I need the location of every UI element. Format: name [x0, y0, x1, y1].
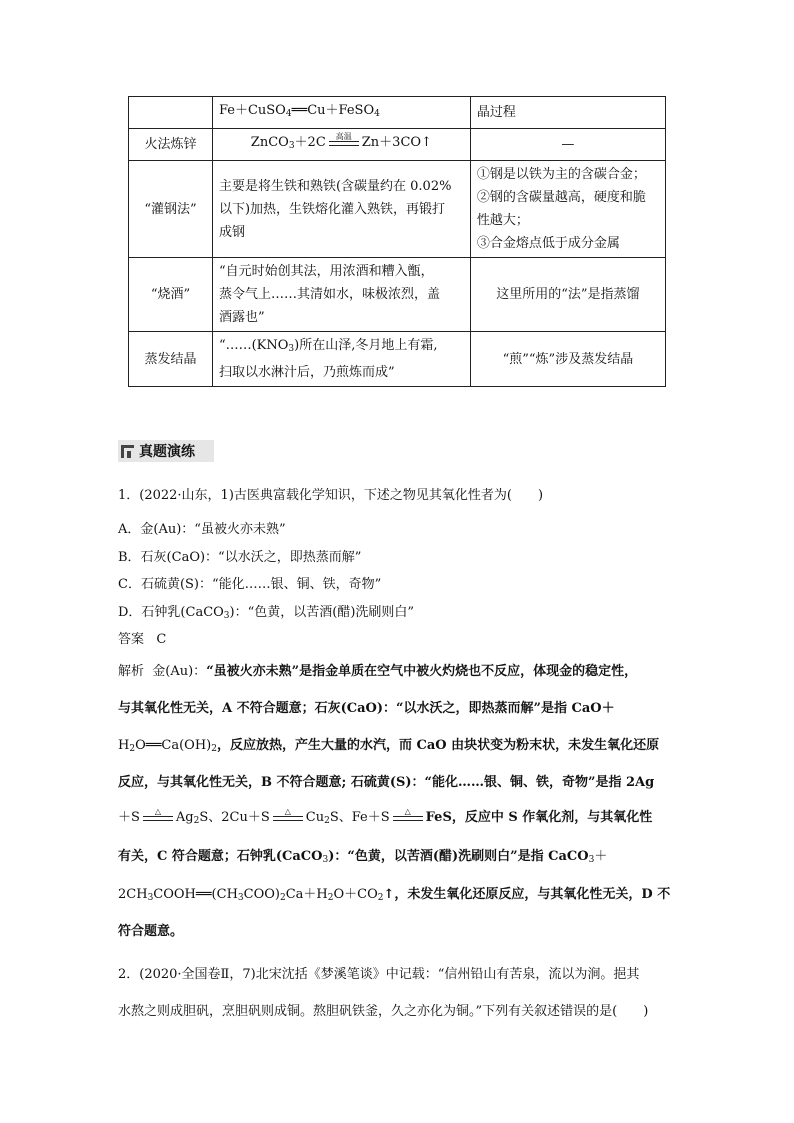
table-cell: “煎”“炼”涉及蒸发结晶 [470, 332, 665, 387]
table-row [129, 258, 666, 332]
question-1-stem: 1．(2022·山东，1)古医典富载化学知识，下述之物见其氧化性者为( ) [118, 488, 544, 503]
table-row [129, 129, 666, 161]
analysis-line: 反应，与其氧化性无关，B 不符合题意; 石硫黄(S)：“能化……银、铜、铁，奇物”是指 2Ag [118, 775, 655, 790]
option-a: A．金(Au)：“虽被火亦未熟” [118, 522, 286, 537]
table-cell [129, 97, 213, 129]
answer-value: C [156, 632, 167, 647]
analysis-line: ＋S △ $Ag_2S$、2Cu＋S △ $Cu_2S$、Fe＋S △ FeS，反应中 S 作氧化剂，与其氧化性 [118, 806, 680, 829]
cell-line: 主要是将生铁和熟铁(含碳量约在 0.02% [218, 178, 452, 194]
table-row [129, 97, 666, 129]
cell-line: ①钢是以铁为主的含碳合金； [476, 167, 646, 182]
cell-text: ＋2C [294, 135, 326, 150]
option-b: B．石灰(CaO)：“以水沃之，即热蒸而解” [118, 550, 362, 565]
subscript: 4 [285, 109, 292, 119]
table-cell [212, 97, 470, 129]
answer-label: 答案 [118, 632, 145, 647]
table-cell: — [470, 129, 665, 161]
cell-line: ②钢的含碳量越高，硬度和脆 [476, 190, 646, 205]
table-cell [470, 161, 665, 258]
reaction-table [128, 96, 666, 387]
section-header [118, 440, 214, 462]
cell-text: “……(KNO [218, 338, 289, 353]
table-row [129, 332, 666, 387]
reaction-condition: △ [393, 807, 423, 829]
option-d: D．石钟乳(CaCO$_3$)：“色黄，以苦酒(醋)洗刷则白” [118, 605, 415, 621]
analysis-line: 与其氧化性无关，A 不符合题意；石灰(CaO)：“以水沃之，即热蒸而解”是指 CaO＋ [118, 701, 615, 716]
table-cell: 晶过程 [470, 97, 665, 129]
table-cell [212, 161, 470, 258]
cell-line: 性越大； [476, 213, 529, 228]
condition-label: 高温 [335, 131, 352, 141]
analysis-line: $H_2O══Ca(OH)_2$，反应放热，产生大量的水汽，而 CaO 由块状变为粉末状，未发生氧化还原 [118, 738, 660, 754]
cell-line [219, 334, 464, 361]
subscript: 3 [288, 344, 295, 354]
analysis-line: 符合题意。 [118, 924, 184, 939]
cell-text: Zn＋3CO↑ [361, 135, 432, 150]
option-c: C．石硫黄(S)：“能化……银、铜、铁，奇物” [118, 577, 382, 592]
cell-line: 以下)加热，生铁熔化灌入熟铁，再锻打 [218, 201, 446, 217]
cell-line: ③合金熔点低于成分金属 [476, 236, 620, 251]
table-cell [212, 258, 470, 332]
table-cell: 火法炼锌 [129, 129, 213, 161]
table-cell: 蒸发结晶 [129, 332, 213, 387]
cell-line: “自元时始创其法，用浓酒和糟入甑， [218, 264, 434, 279]
reaction-condition: △ [273, 807, 303, 829]
table-cell: “烧酒” [129, 258, 213, 332]
analysis-label: 解析 [118, 664, 145, 679]
table-cell: “灌钢法” [129, 161, 213, 258]
answer-line [118, 628, 166, 647]
reaction-condition [329, 132, 359, 154]
cell-line: 蒸令气上……其清如水，味极浓烈，盖 [218, 287, 440, 302]
section-title: 真题演练 [139, 444, 195, 460]
subscript: 3 [288, 141, 295, 151]
cell-text: ZnCO [250, 135, 289, 150]
table-cell: 这里所用的“法”是指蒸馏 [470, 258, 665, 332]
cell-line: 酒露也” [218, 310, 265, 325]
cell-line: 扫取以水淋汁后，乃煎炼而成” [218, 365, 395, 380]
table-cell [212, 129, 470, 161]
question-2-stem: 2．(2020·全国卷Ⅱ，7)北宋沈括《梦溪笔谈》中记载：“信州铅山有苦泉，流以为涧。挹其 [118, 967, 640, 982]
section-marker-icon [121, 445, 134, 458]
reaction-condition: △ [143, 807, 173, 829]
cell-text: Fe＋CuSO [218, 103, 286, 118]
cell-line: 成钢 [218, 224, 245, 240]
cell-text: )所在山泽,冬月地上有霜, [294, 338, 438, 353]
analysis-line: 有关，C 符合题意；石钟乳(CaCO$_3$)：“色黄，以苦酒(醋)洗刷则白”是指 CaCO$_3$＋ [118, 849, 608, 865]
table-cell [212, 332, 470, 387]
question-2-stem: 水熬之则成胆矾，烹胆矾则成铜。熬胆矾铁釜，久之亦化为铜。”下列有关叙述错误的是( ) [118, 1004, 649, 1019]
cell-text: ══Cu＋FeSO [291, 103, 375, 118]
analysis-line: $2CH_3COOH══(CH_3COO)_2Ca+H_2O+CO_2↑$，未发生氧化还原反应，与其氧化性无关，D 不 [118, 887, 671, 903]
subscript: 4 [374, 109, 380, 119]
table-row [129, 161, 666, 258]
analysis-line: 解析 金(Au)：“虽被火亦未熟”是指金单质在空气中被火灼烧也不反应，体现金的稳定性， [118, 664, 638, 679]
